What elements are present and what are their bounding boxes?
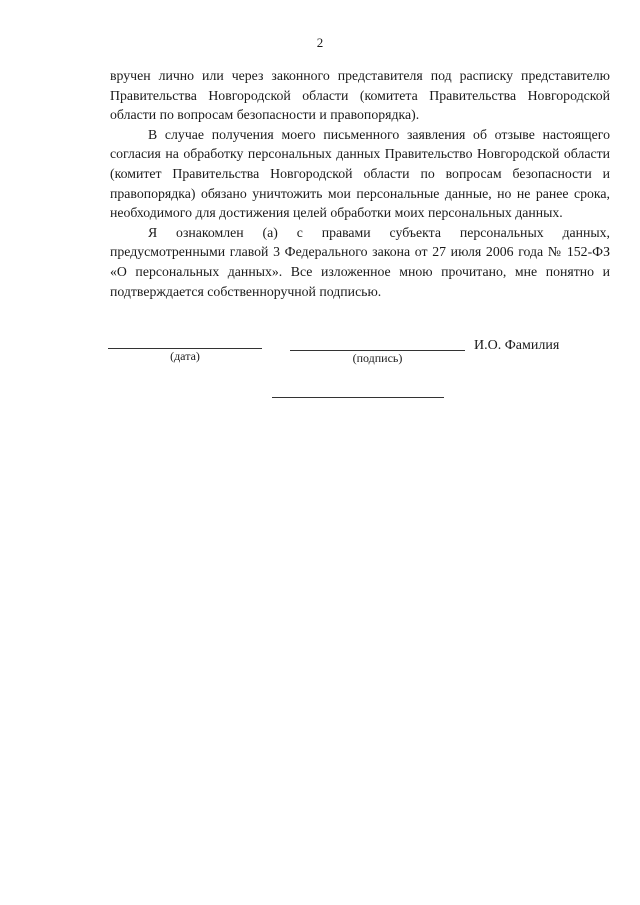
paragraph-acknowledgement: Я ознакомлен (а) с правами субъекта персональных данных, предусмотренными главой 3 Федерального закона от 27 июля 2006 года № 152-ФЗ «О персональных данных». Все изложенное мною прочитано, мне понятно и подтверждается собственноручной подписью.: [110, 224, 610, 299]
paragraph-withdrawal: В случае получения моего письменного заявления об отзыве настоящего согласия на обработку персональных данных Правительство Новгородской области (комитет Правительства Новгородской области по вопросам безопасности и правопорядка) обязано уничтожить мои персональные данные, но не ранее срока, необходимого для достижения целей обработки моих персональных данных.: [110, 126, 610, 221]
closing-rule: [272, 397, 444, 398]
signatory-name: И.О. Фамилия: [474, 338, 560, 353]
paragraph-continuation: вручен лично или через законного представителя под расписку представителю Правительства Новгородской области (комитета Правительства Новгородской области по вопросам безопасности и правопорядка).: [110, 68, 610, 123]
signature-caption: (подпись): [352, 351, 403, 365]
body-text: [110, 66, 610, 301]
page-number: 2: [316, 35, 324, 50]
date-caption: (дата): [170, 349, 200, 363]
